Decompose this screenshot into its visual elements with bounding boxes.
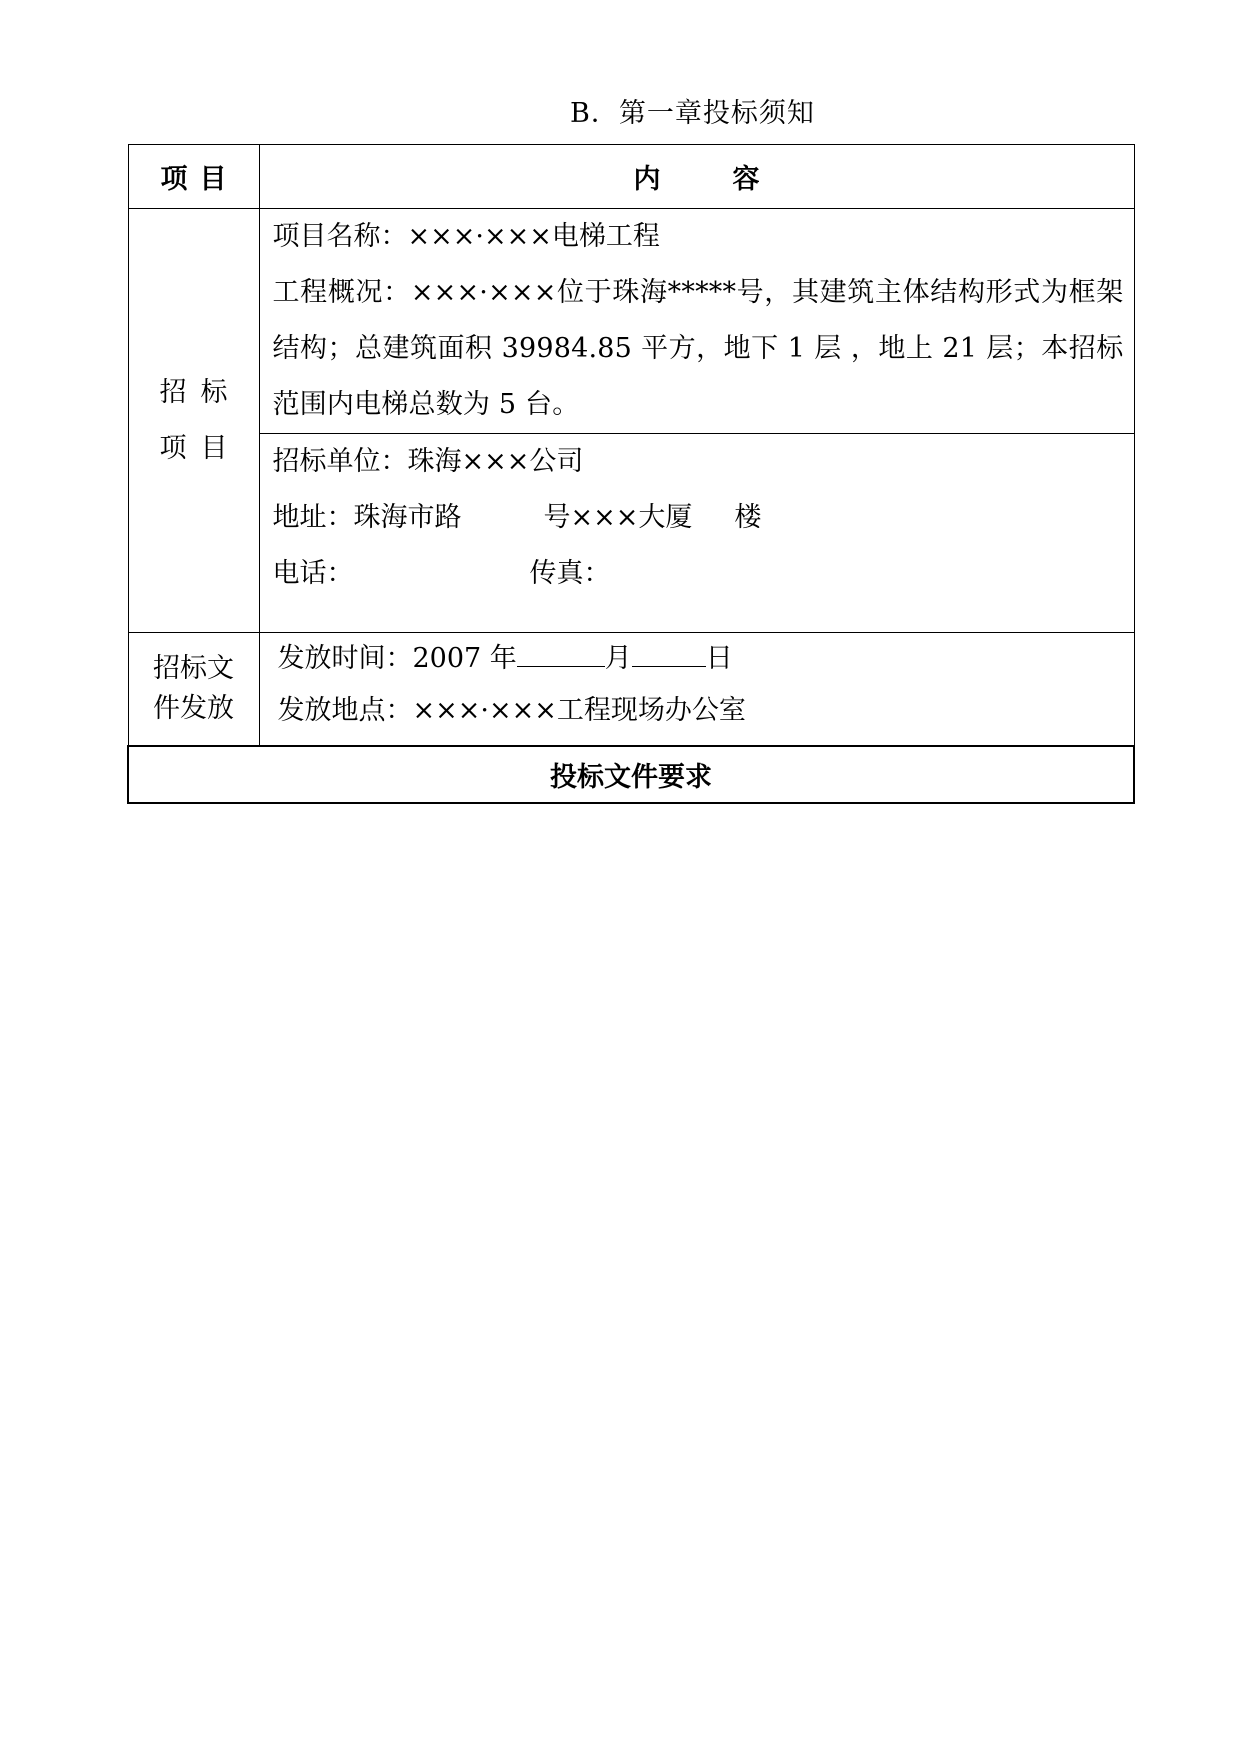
day-blank [632, 636, 706, 667]
label-bid-project-line1: 招标 [159, 376, 242, 408]
header-content: 内容 [259, 145, 1134, 209]
requirements-row [128, 746, 1134, 803]
bid-unit-row [128, 434, 1134, 633]
release-time-month: 月 [604, 643, 632, 674]
address-suffix: 楼 [734, 502, 762, 533]
document-release-row [128, 633, 1134, 747]
label-document-release [128, 633, 259, 747]
label-document-release-line1: 招标文 [153, 653, 234, 684]
fax-label: 传真： [529, 558, 611, 589]
label-bid-project [128, 209, 259, 633]
contact-line [273, 546, 1124, 602]
label-document-release-line2: 件发放 [153, 693, 234, 724]
release-time-day: 日 [705, 643, 733, 674]
project-info-row [128, 209, 1134, 434]
address-prefix: 地址：珠海市路 [272, 502, 462, 533]
table-header-row [128, 145, 1134, 209]
document-release-cell [259, 633, 1134, 747]
release-time-prefix: 发放时间：2007 年 [277, 643, 517, 674]
address-line [273, 490, 1124, 546]
project-name: 项目名称：×××·×××电梯工程 [272, 221, 660, 252]
release-place: 发放地点：×××·×××工程现场办公室 [277, 695, 746, 726]
tender-instructions-table [127, 144, 1135, 804]
requirements-title: 投标文件要求 [128, 746, 1134, 803]
label-bid-project-line2: 项目 [159, 432, 242, 464]
project-overview: 工程概况：×××·×××位于珠海*****号，其建筑主体结构形式为框架结构；总建筑面积 39984.85 平方，地下 1 层 ，地上 21 层；本招标范围内电梯总数为 5 台。 [272, 277, 1124, 420]
month-blank [517, 636, 605, 667]
project-details-cell [259, 209, 1134, 434]
bid-unit: 招标单位：珠海×××公司 [272, 446, 584, 477]
phone-label: 电话： [272, 558, 354, 589]
release-time [278, 633, 1124, 685]
address-middle: 号×××大厦 [543, 502, 693, 533]
bid-unit-cell [259, 434, 1134, 633]
header-item: 项目 [128, 145, 259, 209]
page-heading: B．第一章投标须知 [570, 98, 815, 129]
